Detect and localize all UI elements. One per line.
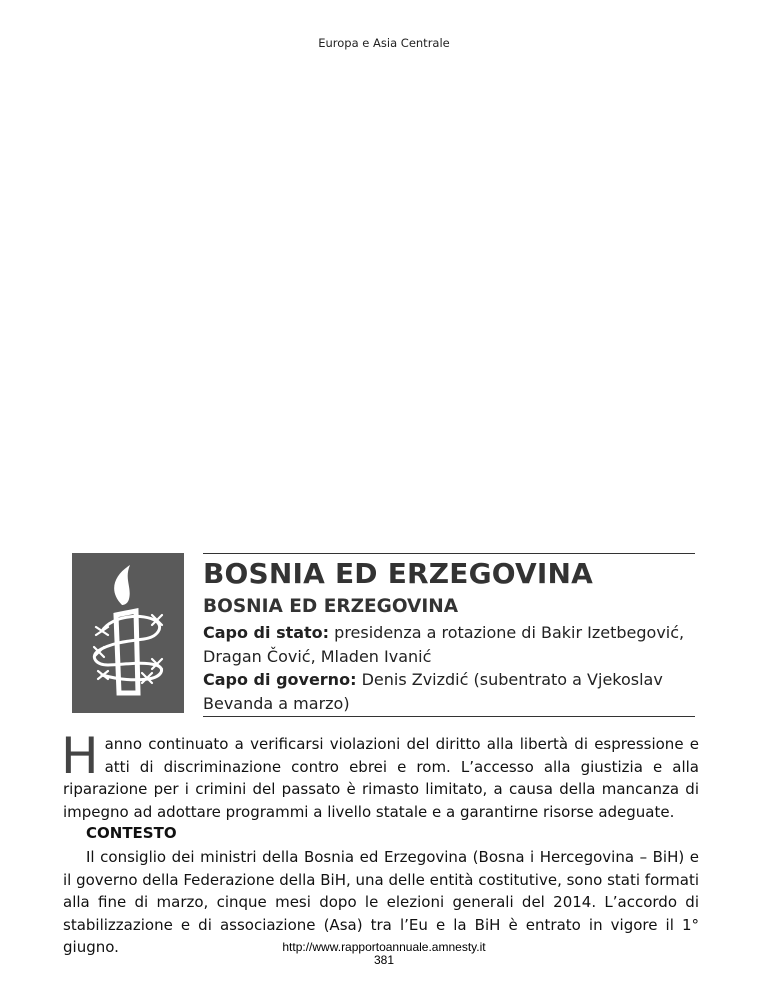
- fact-value: Denis Zvizdić (subentrato a Vjekoslav Bevanda a marzo): [203, 670, 663, 713]
- fact-head-of-state: [203, 621, 698, 668]
- footer-url: http://www.rapportoannuale.amnesty.it: [282, 940, 486, 954]
- amnesty-candle-barbed-wire-icon: [72, 553, 184, 713]
- drop-cap: H: [61, 727, 99, 785]
- amnesty-logo: [72, 553, 184, 713]
- fact-label: Capo di governo:: [203, 670, 357, 689]
- section-paragraph: Il consiglio dei ministri della Bosnia ed Erzegovina (Bosna i Hercegovina – BiH) e il governo della Federazione della BiH, una delle entità costitutive, sono stati formati alla fine di marzo, cinque mesi dopo le elezioni generali del 2014. L’accordo di stabilizzazione e di associazione (Asa) tra l’Eu e la BiH è entrato in vigore il 1° giugno.: [63, 848, 699, 956]
- page-number: 381: [373, 953, 395, 967]
- fact-head-of-government: [203, 668, 698, 715]
- section-heading: CONTESTO: [86, 824, 177, 842]
- running-header: Europa e Asia Centrale: [318, 36, 450, 50]
- fact-label: Capo di stato:: [203, 623, 330, 642]
- lead-text: anno continuato a verificarsi violazioni del diritto alla libertà di espressione e atti di discriminazione contro ebrei e rom. L’accesso alla giustizia e alla riparazione per i crimini del passato è rimasto limitato, a causa della mancanza di impegno ad adottare programmi a livello statale e a garantirne risorse adeguate.: [63, 735, 699, 821]
- title-top-rule: [203, 553, 695, 554]
- country-title: BOSNIA ED ERZEGOVINA: [203, 557, 594, 590]
- title-bottom-rule: [203, 716, 695, 717]
- lead-paragraph: [61, 727, 699, 823]
- country-facts: [203, 621, 698, 715]
- fact-value: presidenza a rotazione di Bakir Izetbegović, Dragan Čović, Mladen Ivanić: [203, 623, 685, 666]
- country-subtitle: BOSNIA ED ERZEGOVINA: [203, 596, 459, 617]
